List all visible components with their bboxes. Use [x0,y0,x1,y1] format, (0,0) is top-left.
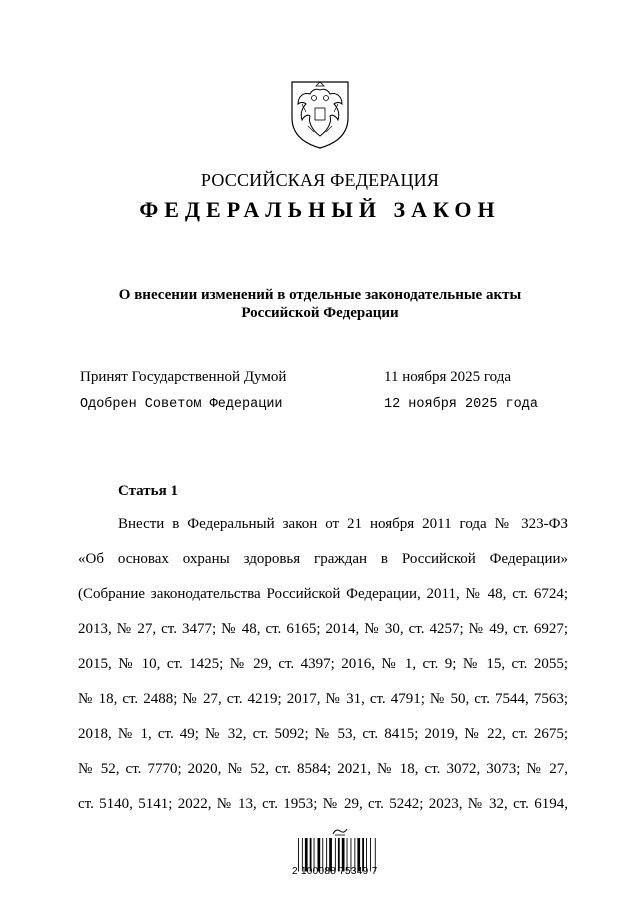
law-title-line-2: Российской Федерации [241,305,399,321]
article-text-line: № 18, ст. 2488; № 27, ст. 4219; 2017, № 31, ст. 4791; № 50, ст. 7544, 7563; [78,691,568,707]
print-mark-icon [332,826,348,836]
barcode-number: 2 100088 75349 7 [292,866,378,877]
duma-adoption-label: Принят Государственной Думой [80,369,287,385]
coat-of-arms-emblem [288,78,352,150]
council-approval-date: 12 ноября 2025 года [384,397,538,412]
article-text-line: № 52, ст. 7770; 2020, № 52, ст. 8584; 2021, № 18, ст. 3072, 3073; № 27, [78,761,568,777]
article-text-line: (Собрание законодательства Российской Федерации, 2011, № 48, ст. 6724; [78,586,568,602]
document-type: ФЕДЕРАЛЬНЫЙ ЗАКОН [139,197,501,222]
article-text-line: «Об основах охраны здоровья граждан в Российской Федерации» [78,551,568,567]
article-text-line: Внести в Федеральный закон от 21 ноября 2011 года № 323-ФЗ [118,516,568,532]
law-title [80,286,560,322]
law-title-line-1: О внесении изменений в отдельные законодательные акты [118,287,522,303]
article-text-line: ст. 5140, 5141; 2022, № 13, ст. 1953; № 29, ст. 5242; 2023, № 32, ст. 6194, [78,796,568,812]
article-heading: Статья 1 [118,483,178,499]
country-name: РОССИЙСКАЯ ФЕДЕРАЦИЯ [200,170,440,190]
article-text-line: 2015, № 10, ст. 1425; № 29, ст. 4397; 2016, № 1, ст. 9; № 15, ст. 2055; [78,656,568,672]
duma-adoption-date: 11 ноября 2025 года [384,369,512,385]
article-text-line: 2013, № 27, ст. 3477; № 48, ст. 6165; 2014, № 30, ст. 4257; № 49, ст. 6927; [78,621,568,637]
article-text-line: 2018, № 1, ст. 49; № 32, ст. 5092; № 53, ст. 8415; 2019, № 22, ст. 2675; [78,726,568,742]
council-approval-label: Одобрен Советом Федерации [80,397,283,412]
